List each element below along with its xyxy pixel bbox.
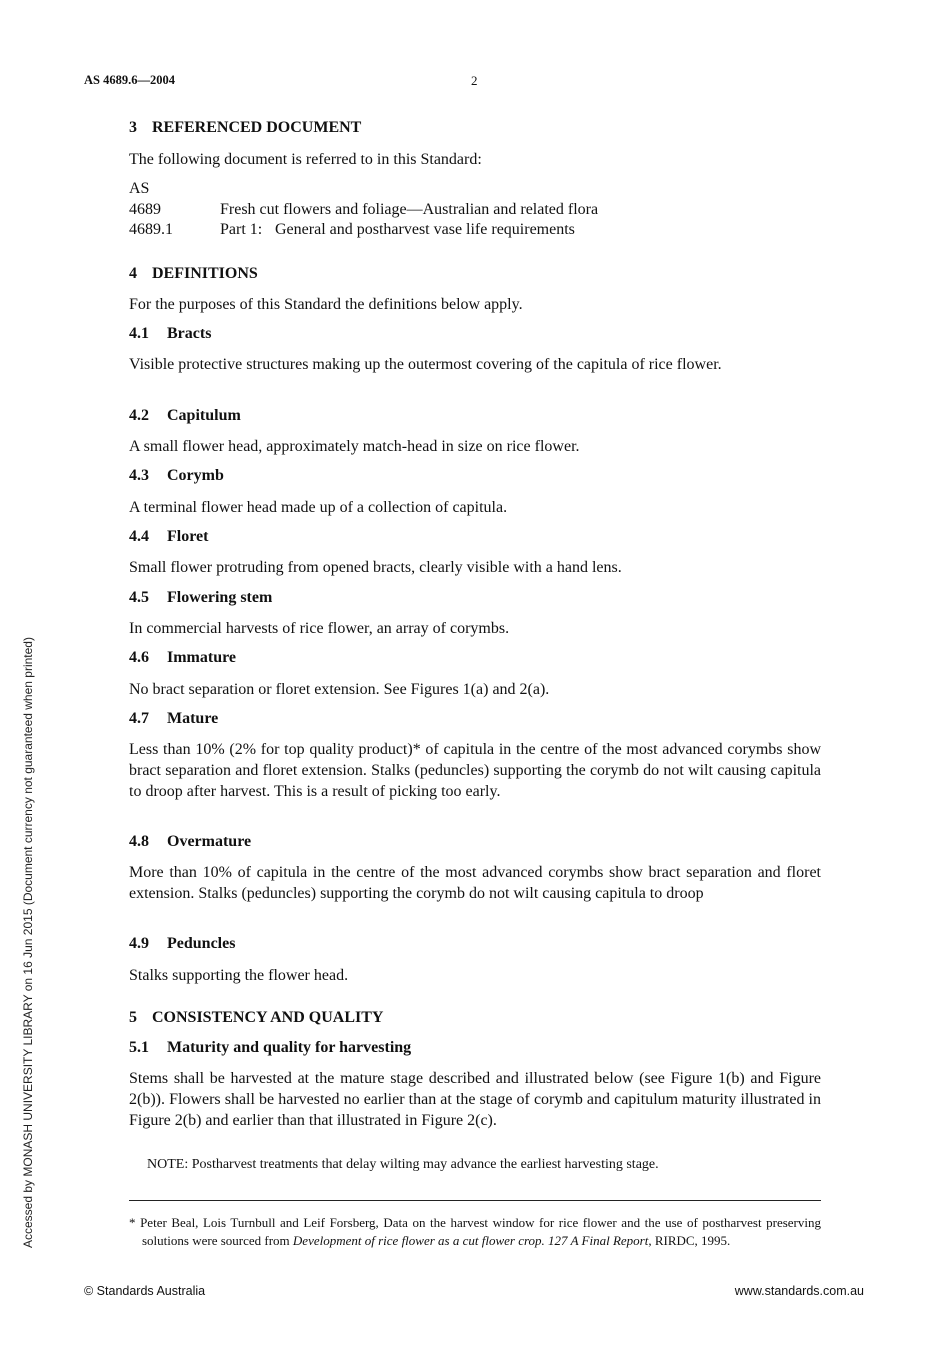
definition-text-bracts: Visible protective structures making up the outermost covering of the capitula of rice flower. <box>129 356 722 373</box>
section-number: 4 <box>129 265 137 282</box>
definition-term: Corymb <box>167 467 224 484</box>
definition-heading-peduncles <box>129 935 235 953</box>
definition-text-floret: Small flower protruding from opened bracts, clearly visible with a hand lens. <box>129 559 622 576</box>
reference-part: Part 1: <box>220 221 263 238</box>
definition-term: Bracts <box>167 325 212 342</box>
section-3-heading <box>129 119 361 137</box>
refs-prefix: AS <box>129 180 150 197</box>
definition-term: Flowering stem <box>167 589 273 606</box>
definition-text-mature: Less than 10% (2% for top quality product)* of capitula in the centre of the most advanced corymbs show bract separation and floret extension. Stalks (peduncles) supporting the corymb do not wilt causing capitula to droop after harvest. This is a result of picking too early. <box>129 741 821 800</box>
footnote-marker: * <box>129 1215 136 1230</box>
footnote-source: , RIRDC, 1995. <box>648 1233 731 1248</box>
footnote-text: Peter Beal, Lois Turnbull and Leif Forsberg, Data on the harvest window for rice flower and the use of postharvest preserving solutions were sourced from <box>140 1215 822 1248</box>
section-4-intro: For the purposes of this Standard the definitions below apply. <box>129 296 523 313</box>
definition-number: 4.5 <box>129 589 149 606</box>
definition-number: 4.1 <box>129 325 149 342</box>
definition-heading-immature <box>129 649 236 667</box>
subsection-5-1-heading <box>129 1039 411 1057</box>
definition-number: 4.2 <box>129 407 149 424</box>
definition-text-peduncles: Stalks supporting the flower head. <box>129 967 349 984</box>
definition-text-capitulum: A small flower head, approximately match-head in size on rice flower. <box>129 438 580 455</box>
reference-row <box>129 220 575 241</box>
website-link[interactable]: www.standards.com.au <box>734 1284 864 1298</box>
definition-text-overmature: More than 10% of capitula in the centre of the most advanced corymbs show bract separation and floret extension. Stalks (peduncles) supporting the corymb do not wilt causing capitula to droop <box>129 864 821 902</box>
subsection-5-1-text: Stems shall be harvested at the mature stage described and illustrated below (see Figure 1(b) and Figure 2(b)). Flowers shall be harvested no earlier than at the stage of corymb and capitulum maturity illustrated in Figure 2(b) and earlier than that illustrated in Figure 2(c). <box>129 1070 821 1129</box>
definition-text-flowering-stem: In commercial harvests of rice flower, an array of corymbs. <box>129 620 510 637</box>
definition-heading-flowering-stem <box>129 589 272 607</box>
definition-heading-capitulum <box>129 407 241 425</box>
definition-number: 4.9 <box>129 935 149 952</box>
reference-title: General and postharvest vase life requirements <box>275 221 575 238</box>
reference-title: Fresh cut flowers and foliage—Australian and related flora <box>220 201 599 218</box>
definition-heading-bracts <box>129 325 211 343</box>
document-id: AS 4689.6—2004 <box>84 73 175 87</box>
footnote-divider <box>129 1200 821 1201</box>
definition-term: Peduncles <box>167 935 236 952</box>
definition-heading-mature <box>129 710 218 728</box>
section-title: REFERENCED DOCUMENT <box>152 119 362 136</box>
reference-code: 4689.1 <box>129 221 173 238</box>
section-number: 5 <box>129 1009 137 1026</box>
definition-text-corymb: A terminal flower head made up of a collection of capitula. <box>129 499 508 516</box>
reference-row <box>129 200 598 221</box>
section-4-heading <box>129 265 258 283</box>
definition-number: 4.8 <box>129 833 149 850</box>
definition-term: Floret <box>167 528 209 545</box>
definition-number: 4.4 <box>129 528 149 545</box>
definition-term: Overmature <box>167 833 252 850</box>
definition-term: Capitulum <box>167 407 241 424</box>
definition-number: 5.1 <box>129 1039 149 1056</box>
copyright: © Standards Australia <box>84 1284 206 1298</box>
footnote <box>129 1214 821 1250</box>
section-title: CONSISTENCY AND QUALITY <box>152 1009 384 1026</box>
note: NOTE: Postharvest treatments that delay wilting may advance the earliest harvesting stage. <box>147 1157 659 1172</box>
reference-code: 4689 <box>129 201 161 218</box>
definition-heading-overmature <box>129 833 251 851</box>
subsection-title: Maturity and quality for harvesting <box>167 1039 412 1056</box>
definition-term: Mature <box>167 710 219 727</box>
definition-number: 4.6 <box>129 649 149 666</box>
definition-text-immature: No bract separation or floret extension. See Figures 1(a) and 2(a). <box>129 681 550 698</box>
definition-number: 4.7 <box>129 710 149 727</box>
access-notice: Accessed by MONASH UNIVERSITY LIBRARY on 16 Jun 2015 (Document currency not guaranteed when printed) <box>21 637 35 1248</box>
definition-heading-floret <box>129 528 208 546</box>
section-title: DEFINITIONS <box>152 265 258 282</box>
definition-term: Immature <box>167 649 237 666</box>
definition-number: 4.3 <box>129 467 149 484</box>
section-number: 3 <box>129 119 137 136</box>
section-5-heading <box>129 1009 383 1027</box>
definition-heading-corymb <box>129 467 224 485</box>
page-number: 2 <box>471 73 478 88</box>
footnote-title: Development of rice flower as a cut flower crop. 127 A Final Report <box>292 1233 649 1248</box>
section-3-intro: The following document is referred to in this Standard: <box>129 151 482 168</box>
